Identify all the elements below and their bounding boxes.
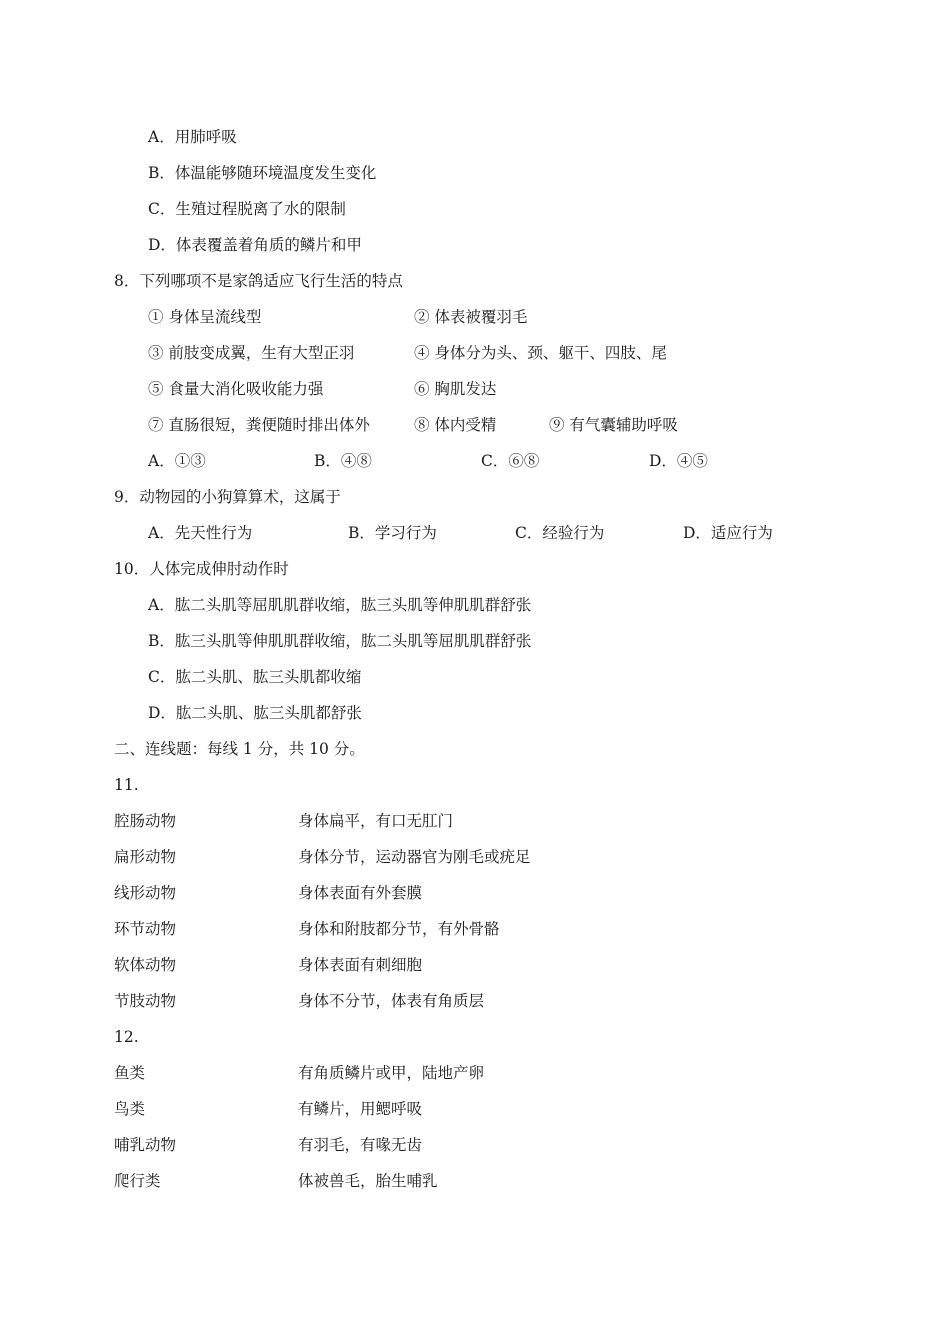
q7-option-d: D．体表覆盖着角质的鳞片和甲	[148, 236, 362, 254]
q11-right-item: 身体和附肢都分节，有外骨骼	[298, 920, 500, 938]
q8-stem: 8．下列哪项不是家鸽适应飞行生活的特点	[114, 272, 403, 290]
q8-item-5: ⑤ 食量大消化吸收能力强	[148, 380, 324, 398]
q8-option-d: D．④⑤	[649, 452, 708, 470]
q9-option-c: C．经验行为	[515, 524, 605, 542]
q11-left-item: 软体动物	[114, 956, 177, 974]
q8-option-c: C．⑥⑧	[481, 452, 540, 470]
q12-right-item: 有鳞片，用鳃呼吸	[298, 1100, 423, 1118]
q7-option-a: A．用肺呼吸	[148, 128, 237, 146]
q8-item-4: ④ 身体分为头、颈、躯干、四肢、尾	[414, 344, 667, 362]
q9-option-a: A．先天性行为	[148, 524, 253, 542]
q8-item-3: ③ 前肢变成翼，生有大型正羽	[148, 344, 355, 362]
q11-left-item: 线形动物	[114, 884, 177, 902]
q11-left-item: 节肢动物	[114, 992, 177, 1010]
q8-item-2: ② 体表被覆羽毛	[414, 308, 528, 326]
q10-option-d: D．肱二头肌、肱三头肌都舒张	[148, 704, 362, 722]
q11-left-item: 环节动物	[114, 920, 177, 938]
q8-option-a: A．①③	[148, 452, 206, 470]
q12-left-item: 哺乳动物	[114, 1136, 177, 1154]
q12-left-item: 鱼类	[114, 1064, 146, 1082]
q12-right-item: 有羽毛，有喙无齿	[298, 1136, 423, 1154]
q10-option-a: A．肱二头肌等屈肌肌群收缩，肱三头肌等伸肌肌群舒张	[148, 596, 532, 614]
q8-item-6: ⑥ 胸肌发达	[414, 380, 497, 398]
q10-option-c: C．肱二头肌、肱三头肌都收缩	[148, 668, 362, 686]
q9-option-d: D．适应行为	[683, 524, 773, 542]
q8-item-8: ⑧ 体内受精	[414, 416, 497, 434]
q12-number: 12.	[114, 1028, 139, 1046]
q12-right-item: 有角质鳞片或甲，陆地产卵	[298, 1064, 485, 1082]
q11-number: 11.	[114, 776, 139, 794]
q9-option-b: B．学习行为	[348, 524, 437, 542]
q11-right-item: 身体不分节，体表有角质层	[298, 992, 485, 1010]
q7-option-c: C．生殖过程脱离了水的限制	[148, 200, 346, 218]
q8-option-b: B．④⑧	[314, 452, 372, 470]
q12-left-item: 鸟类	[114, 1100, 146, 1118]
q8-item-7: ⑦ 直肠很短，粪便随时排出体外	[148, 416, 370, 434]
q10-option-b: B．肱三头肌等伸肌肌群收缩，肱二头肌等屈肌肌群舒张	[148, 632, 532, 650]
q11-right-item: 身体表面有刺细胞	[298, 956, 423, 974]
q7-option-b: B．体温能够随环境温度发生变化	[148, 164, 377, 182]
q12-left-item: 爬行类	[114, 1172, 161, 1190]
q12-right-item: 体被兽毛，胎生哺乳	[298, 1172, 438, 1190]
q10-stem: 10．人体完成伸肘动作时	[114, 560, 289, 578]
q11-right-item: 身体表面有外套膜	[298, 884, 423, 902]
section-heading: 二、连线题：每线 1 分，共 10 分。	[114, 740, 365, 758]
q11-left-item: 腔肠动物	[114, 812, 177, 830]
q8-item-1: ① 身体呈流线型	[148, 308, 262, 326]
q11-right-item: 身体分节，运动器官为刚毛或疣足	[298, 848, 531, 866]
q11-left-item: 扁形动物	[114, 848, 177, 866]
q8-item-9: ⑨ 有气囊辅助呼吸	[549, 416, 678, 434]
q9-stem: 9．动物园的小狗算算术，这属于	[114, 488, 341, 506]
q11-right-item: 身体扁平，有口无肛门	[298, 812, 454, 830]
